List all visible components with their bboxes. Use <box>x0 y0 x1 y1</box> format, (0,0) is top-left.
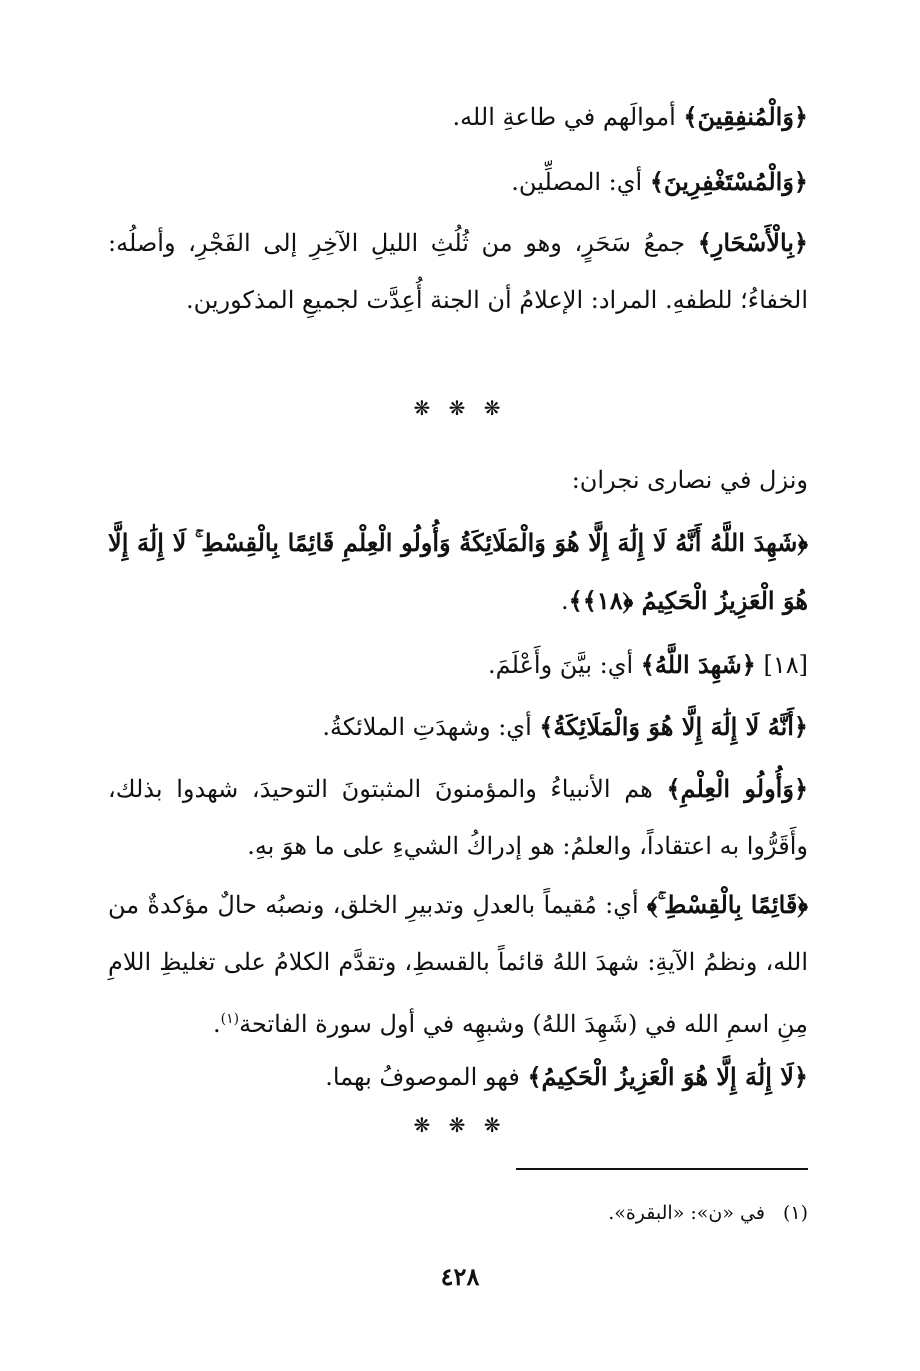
commentary-text: هم الأنبياءُ والمؤمنونَ المثبتونَ التوحيدَ، شهدوا بذلك، وأَقَرُّوا به اعتقاداً، والعلمُ: هو إدراكُ الشيءِ على ما هوَ بهِ. <box>108 775 808 860</box>
verse-text: ﴿شَهِدَ اللَّهُ أَنَّهُ لَا إِلَٰهَ إِلَّا هُوَ وَالْمَلَائِكَةُ وَأُولُو الْعِلْمِ قَائِمًا بِالْقِسْطِ ۚ لَا إِلَٰهَ إِلَّا هُوَ الْعَزِيزُ الْحَكِيمُ ﴿١٨﴾﴾ <box>108 528 808 615</box>
quran-term: ﴿بِالْأَسْحَارِ﴾ <box>697 228 808 257</box>
commentary-tail: . <box>212 1010 221 1038</box>
quran-term: ﴿وَأُولُو الْعِلْمِ﴾ <box>666 774 808 803</box>
entry-mustaghfirin <box>108 153 808 211</box>
page-number: ٤٢٨ <box>440 1262 480 1291</box>
footnote-text: في «ن»: «البقرة». <box>608 1202 765 1224</box>
verse-number: [١٨] <box>755 651 808 679</box>
footnote-divider <box>516 1168 808 1170</box>
quran-verse <box>108 514 808 630</box>
entry-ashar <box>108 214 808 329</box>
commentary-annahu <box>108 698 808 756</box>
commentary-text: أي: مُقيماً بالعدلِ وتدبيرِ الخلق، ونصبُه حالٌ مؤكدةٌ من الله، ونظمُ الآيةِ: شهدَ اللهُ قائماً بالقسطِ، وتقدَّم الكلامُ على تغليظِ اللامِ مِنِ اسمِ الله في (شَهِدَ اللهُ) وشبهِه في أول سورة الفاتحة <box>108 891 808 1038</box>
quran-term: ﴿لَا إِلَٰهَ إِلَّا هُوَ الْعَزِيزُ الْحَكِيمُ﴾ <box>527 1062 808 1091</box>
commentary-qaiman <box>108 876 808 1053</box>
section-separator: ❋ ❋ ❋ <box>413 1113 507 1137</box>
quran-term: ﴿وَالْمُنفِقِينَ﴾ <box>683 102 808 131</box>
commentary-text: أي: بيَّنَ وأَعْلَمَ. <box>488 651 641 679</box>
quran-term: ﴿قَائِمًا بِالْقِسْطِ ۚ﴾ <box>646 890 808 919</box>
intro-line: ونزل في نصارى نجران: <box>571 466 808 494</box>
commentary-text: أي: وشهدَتِ الملائكةُ. <box>322 713 540 741</box>
commentary-la-ilaha <box>108 1048 808 1106</box>
commentary-ulul-ilm <box>108 760 808 875</box>
commentary-shahida <box>108 636 808 694</box>
footnote <box>608 1198 808 1228</box>
quran-term: ﴿شَهِدَ اللَّهُ﴾ <box>640 650 756 679</box>
footnote-reference[interactable]: (١) <box>220 1011 240 1027</box>
commentary-text: فهو الموصوفُ بهما. <box>325 1063 528 1091</box>
entry-text: أي: المصلِّين. <box>511 168 650 196</box>
footnote-number: (١) <box>782 1202 808 1224</box>
entry-text: أموالَهم في طاعةِ الله. <box>452 103 684 131</box>
verse-end: . <box>561 587 569 615</box>
quran-term: ﴿وَالْمُسْتَغْفِرِينَ﴾ <box>649 167 808 196</box>
entry-text: جمعُ سَحَرٍ، وهو من ثُلُثِ الليلِ الآخِرِ إلى الفَجْرِ، وأصلُه: الخفاءُ؛ للطفهِ. المراد: الإعلامُ أن الجنة أُعِدَّت لجميعِ المذكورين. <box>108 229 808 314</box>
quran-term: ﴿أَنَّهُ لَا إِلَٰهَ إِلَّا هُوَ وَالْمَلَائِكَةُ﴾ <box>539 712 808 741</box>
entry-munfiqin <box>108 88 808 146</box>
section-separator: ❋ ❋ ❋ <box>413 396 507 420</box>
